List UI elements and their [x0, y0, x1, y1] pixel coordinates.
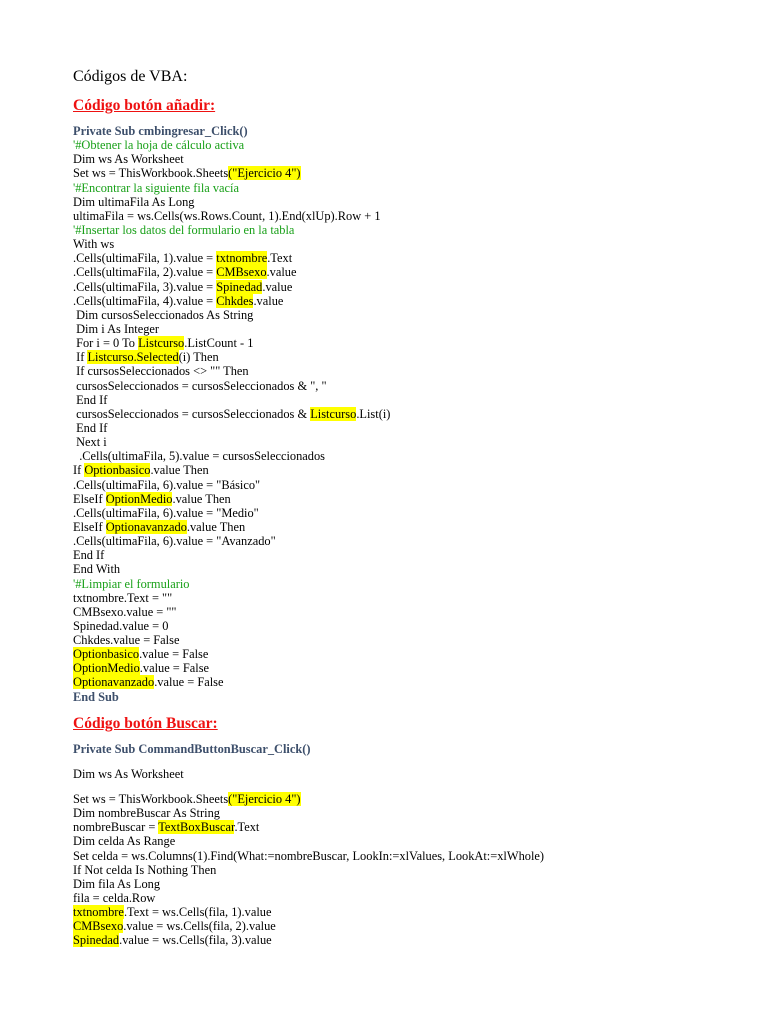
code-line [73, 834, 544, 848]
code-line [73, 619, 390, 633]
code-text: .Cells(ultimaFila, 2).value = [73, 265, 217, 280]
code-comment: '#Encontrar la siguiente fila vacía [73, 180, 239, 195]
code-text: End If [73, 548, 105, 563]
code-text: .Cells(ultimaFila, 6).value = "Básico" [73, 477, 261, 492]
code-text: ultimaFila = ws.Cells(ws.Rows.Count, 1).End(xlUp).Row + 1 [73, 208, 381, 223]
code-line [73, 308, 390, 322]
code-line [73, 605, 390, 619]
code-line [73, 237, 390, 251]
code-text: nombreBuscar = [73, 820, 159, 835]
code-line [73, 435, 390, 449]
code-text: CMBsexo.value = "" [73, 604, 177, 619]
highlighted-token: txtnombre [73, 905, 124, 920]
code-line [73, 534, 390, 548]
code-text: .Text [267, 251, 293, 266]
code-line [73, 478, 390, 492]
code-line [73, 364, 390, 378]
highlighted-token: Optionbasico [84, 463, 151, 478]
highlighted-token: Spinedad [73, 933, 120, 948]
code-line [73, 251, 390, 265]
code-text: Dim ultimaFila As Long [73, 194, 195, 209]
highlighted-token: Listcurso [310, 406, 357, 421]
code-line [73, 350, 390, 364]
code-line [73, 393, 390, 407]
code-text: Dim ws As Worksheet [73, 152, 184, 167]
code-line [73, 124, 390, 138]
code-line [73, 806, 544, 820]
code-text: If [73, 350, 88, 365]
code-text: Set ws = ThisWorkbook.Sheets [73, 792, 229, 806]
code-text: cursosSeleccionados = cursosSeleccionados & ", " [73, 378, 327, 393]
code-text: Dim fila As Long [73, 876, 161, 891]
code-text: .value Then [186, 519, 246, 534]
code-text: .Cells(ultimaFila, 3).value = [73, 279, 217, 294]
code-text: .Cells(ultimaFila, 1).value = [73, 251, 217, 266]
code-text: Dim nombreBuscar As String [73, 806, 220, 821]
code-line [73, 336, 390, 350]
code-line [73, 591, 390, 605]
code-line [73, 463, 390, 477]
document-title: Códigos de VBA: [73, 68, 188, 85]
code-line [73, 195, 390, 209]
code-text: .value [266, 265, 297, 280]
highlighted-token: Optionavanzado [73, 675, 155, 690]
code-text: End With [73, 562, 121, 577]
code-text: ElseIf [73, 519, 106, 534]
code-text: txtnombre.Text = "" [73, 590, 173, 605]
code-line [73, 661, 390, 675]
section-heading-buscar: Código botón Buscar: [73, 715, 218, 732]
code-text: For i = 0 To [73, 336, 139, 351]
code-line [73, 421, 390, 435]
code-block-buscar [73, 792, 544, 948]
code-line [73, 919, 544, 933]
highlighted-token: OptionMedio [73, 661, 140, 676]
code-text: .value Then [150, 463, 209, 478]
section-heading-anadir: Código botón añadir: [73, 97, 216, 114]
code-line [73, 166, 390, 180]
code-block-anadir [73, 124, 390, 704]
code-line [73, 492, 390, 506]
code-line [73, 379, 390, 393]
code-line [73, 280, 390, 294]
code-line [73, 690, 390, 704]
code-text: .List(i) [356, 406, 391, 421]
code-text: Private Sub cmbingresar_Click() [73, 124, 248, 138]
code-line [73, 209, 390, 223]
code-text: .value [262, 279, 293, 294]
highlighted-token: Optionbasico [73, 647, 140, 662]
code-text: .Text [234, 820, 260, 835]
highlighted-token: txtnombre [216, 251, 268, 266]
code-text: .value = False [154, 675, 224, 690]
code-text: (i) Then [178, 350, 219, 365]
code-text: Next i [73, 435, 107, 450]
code-text: End If [73, 392, 108, 407]
code-comment: '#Limpiar el formulario [73, 576, 190, 591]
code-text: If Not celda Is Nothing Then [73, 862, 217, 877]
code-text: Dim i As Integer [73, 321, 160, 336]
highlighted-token: Spinedad [216, 279, 263, 294]
code-text: ElseIf [73, 491, 106, 506]
code-line [73, 138, 390, 152]
code-line [73, 520, 390, 534]
code-line [73, 548, 390, 562]
highlighted-token: Chkdes [216, 293, 254, 308]
highlighted-token: OptionMedio [105, 491, 173, 506]
code-comment: '#Obtener la hoja de cálculo activa [73, 138, 245, 153]
highlighted-token: Listcurso [138, 336, 185, 351]
code-text: .value = False [139, 661, 210, 676]
code-line [73, 506, 390, 520]
code-text: End If [73, 420, 108, 435]
code-text: If [73, 463, 85, 478]
code-text: Chkdes.value = False [73, 633, 180, 648]
code-line [73, 877, 544, 891]
code-line [73, 152, 390, 166]
code-text: cursosSeleccionados = cursosSeleccionados & [73, 406, 311, 421]
code-text: .Cells(ultimaFila, 6).value = "Medio" [73, 505, 259, 520]
code-line [73, 863, 544, 877]
code-line [73, 675, 390, 689]
code-line [73, 792, 544, 806]
code-line [73, 891, 544, 905]
code-text: With ws [73, 237, 115, 252]
highlighted-token: Listcurso.Selected [87, 350, 179, 365]
code-text: .ListCount - 1 [184, 336, 254, 351]
code-comment: '#Insertar los datos del formulario en la tabla [73, 222, 295, 237]
code-line [73, 223, 390, 237]
code-text: fila = celda.Row [73, 890, 156, 905]
code-line [73, 577, 390, 591]
code-text: Set celda = ws.Columns(1).Find(What:=nombreBuscar, LookIn:=xlValues, LookAt:=xlWhole) [73, 848, 545, 863]
code-text: .Cells(ultimaFila, 6).value = "Avanzado" [73, 534, 276, 549]
code-line [73, 933, 544, 947]
code-line [73, 647, 390, 661]
code-text: Spinedad.value = 0 [73, 618, 169, 633]
highlighted-token: TextBoxBuscar [158, 820, 235, 835]
code-line [73, 820, 544, 834]
highlighted-token: CMBsexo [216, 265, 267, 280]
code-text: .value [253, 293, 284, 308]
highlighted-token: CMBsexo [73, 919, 124, 934]
code-line [73, 905, 544, 919]
highlighted-token: ("Ejercicio 4") [228, 792, 301, 806]
code-text: .value = False [139, 647, 209, 662]
code-line [73, 633, 390, 647]
code-line [73, 294, 390, 308]
code-text: .Cells(ultimaFila, 4).value = [73, 293, 217, 308]
code-text: .value = ws.Cells(fila, 3).value [119, 933, 272, 948]
code-text: If cursosSeleccionados <> "" Then [73, 364, 249, 379]
code-text: Set ws = ThisWorkbook.Sheets [73, 166, 229, 181]
code-text: Dim celda As Range [73, 834, 176, 849]
dim-ws-line: Dim ws As Worksheet [73, 767, 184, 781]
highlighted-token: ("Ejercicio 4") [228, 166, 301, 181]
code-line [73, 265, 390, 279]
code-text: .Cells(ultimaFila, 5).value = cursosSeleccionados [73, 449, 325, 464]
code-text: End Sub [73, 689, 119, 704]
code-line [73, 849, 544, 863]
code-text: Dim cursosSeleccionados As String [73, 307, 254, 322]
code-text: .value Then [172, 491, 231, 506]
code-text: .value = ws.Cells(fila, 2).value [123, 919, 276, 934]
code-line [73, 322, 390, 336]
code-line [73, 562, 390, 576]
code-line [73, 449, 390, 463]
code-line [73, 181, 390, 195]
code-text: .Text = ws.Cells(fila, 1).value [123, 905, 272, 920]
sub-declaration-buscar: Private Sub CommandButtonBuscar_Click() [73, 742, 311, 756]
highlighted-token: Optionavanzado [105, 519, 187, 534]
code-line [73, 407, 390, 421]
